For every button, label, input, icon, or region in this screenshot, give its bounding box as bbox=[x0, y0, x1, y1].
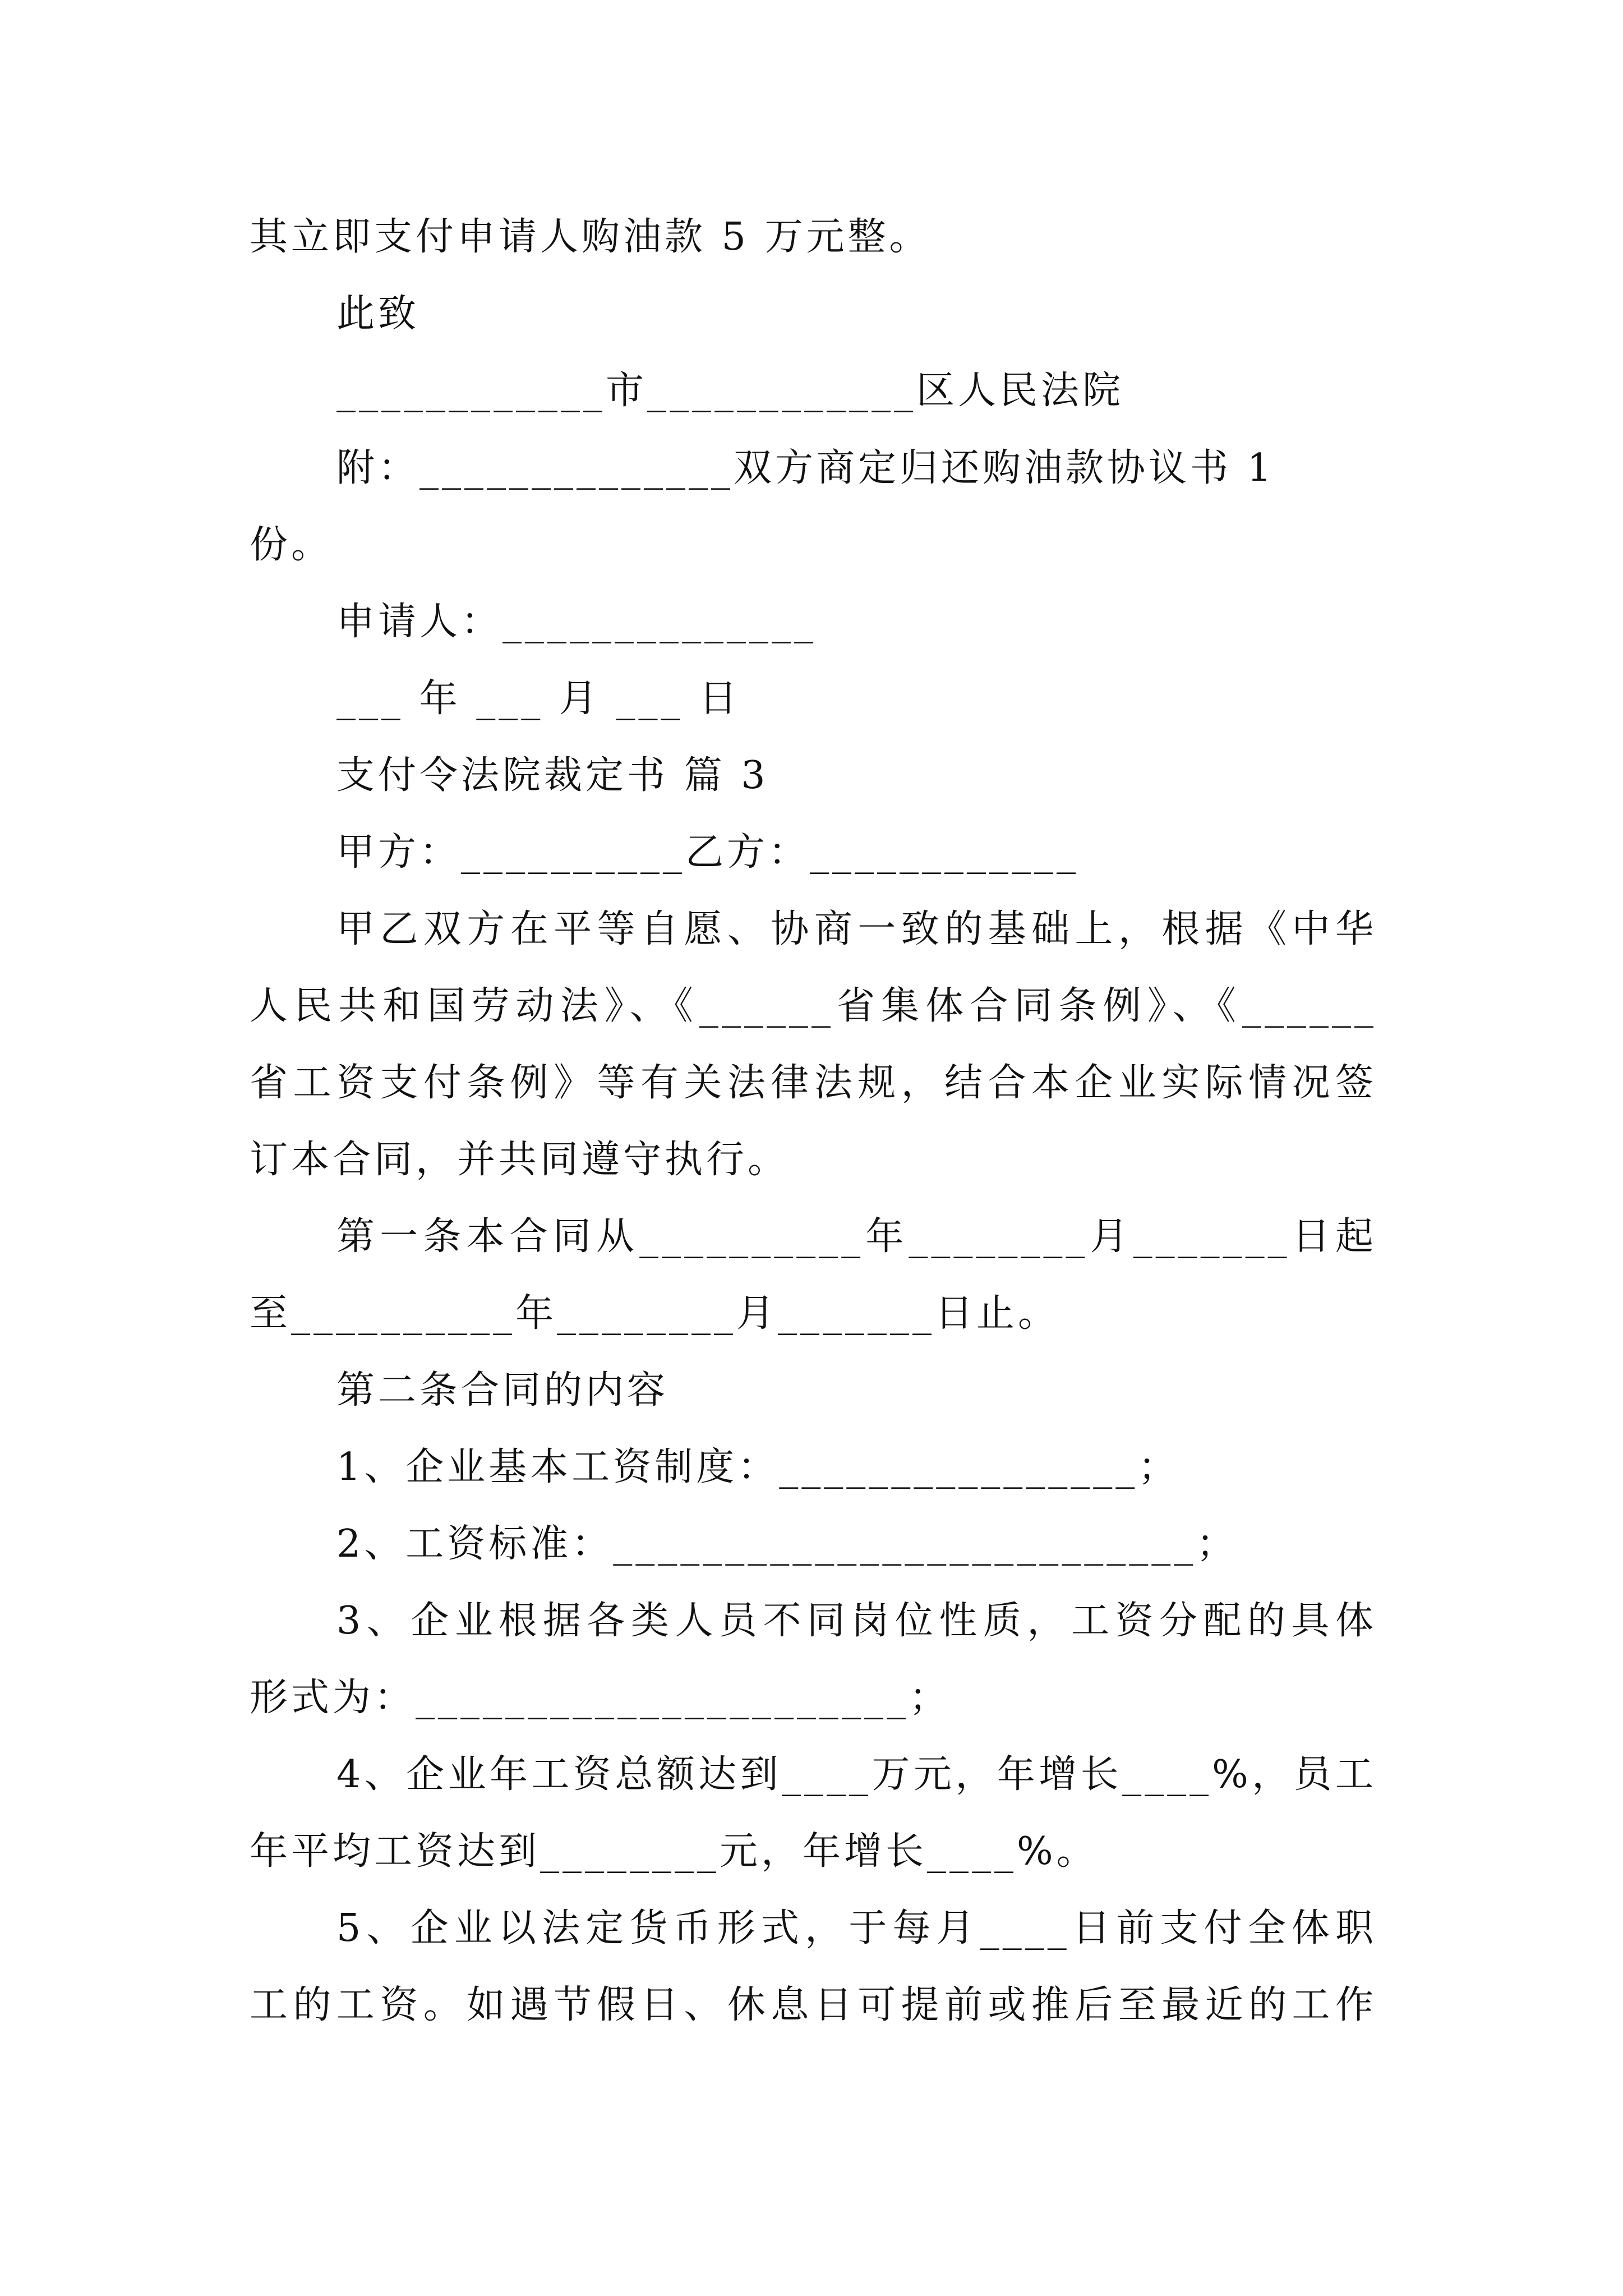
text-line: 第二条合同的内容 bbox=[336, 1368, 669, 1412]
text-line: 工的工资。如遇节假日、休息日可提前或推后至最近的工作 bbox=[250, 1983, 1377, 2027]
text-line: 此致 bbox=[336, 292, 420, 336]
text-line: 申请人：______________ bbox=[336, 600, 817, 644]
text-line: 省工资支付条例》等有关法律法规，结合本企业实际情况签 bbox=[250, 1061, 1377, 1105]
text-line: 年平均工资达到________元，年增长____%。 bbox=[250, 1829, 1098, 1874]
text-line: 第一条本合同从__________年________月_______日起 bbox=[336, 1214, 1377, 1259]
text-line: 其立即支付申请人购油款 5 万元整。 bbox=[250, 215, 931, 259]
text-line: 形式为：______________________； bbox=[250, 1676, 951, 1720]
text-line: 4、企业年工资总额达到____万元，年增长____%，员工 bbox=[336, 1752, 1377, 1797]
text-line: 2、工资标准：__________________________； bbox=[336, 1522, 1238, 1566]
section-heading: 支付令法院裁定书 篇 3 bbox=[336, 753, 769, 798]
text-line: 附：______________双方商定归还购油款协议书 1 bbox=[336, 446, 1275, 490]
text-line: 甲方：__________乙方：____________ bbox=[336, 830, 1080, 875]
text-line: 份。 bbox=[250, 523, 333, 567]
text-line: 3、企业根据各类人员不同岗位性质，工资分配的具体 bbox=[336, 1599, 1377, 1643]
text-line: 甲乙双方在平等自愿、协商一致的基础上，根据《中华 bbox=[336, 907, 1377, 951]
text-line: 订本合同，并共同遵守执行。 bbox=[250, 1138, 790, 1182]
text-line: ___ 年 ___ 月 ___ 日 bbox=[336, 677, 741, 721]
text-line: 1、企业基本工资制度：________________； bbox=[336, 1445, 1180, 1489]
text-line: ____________市____________区人民法院 bbox=[336, 369, 1124, 413]
text-line: 至__________年________月_______日止。 bbox=[250, 1291, 1060, 1336]
text-line: 5、企业以法定货币形式，于每月____日前支付全体职 bbox=[336, 1906, 1377, 1950]
text-line: 人民共和国劳动法》、《______省集体合同条例》、《______ bbox=[250, 984, 1377, 1028]
